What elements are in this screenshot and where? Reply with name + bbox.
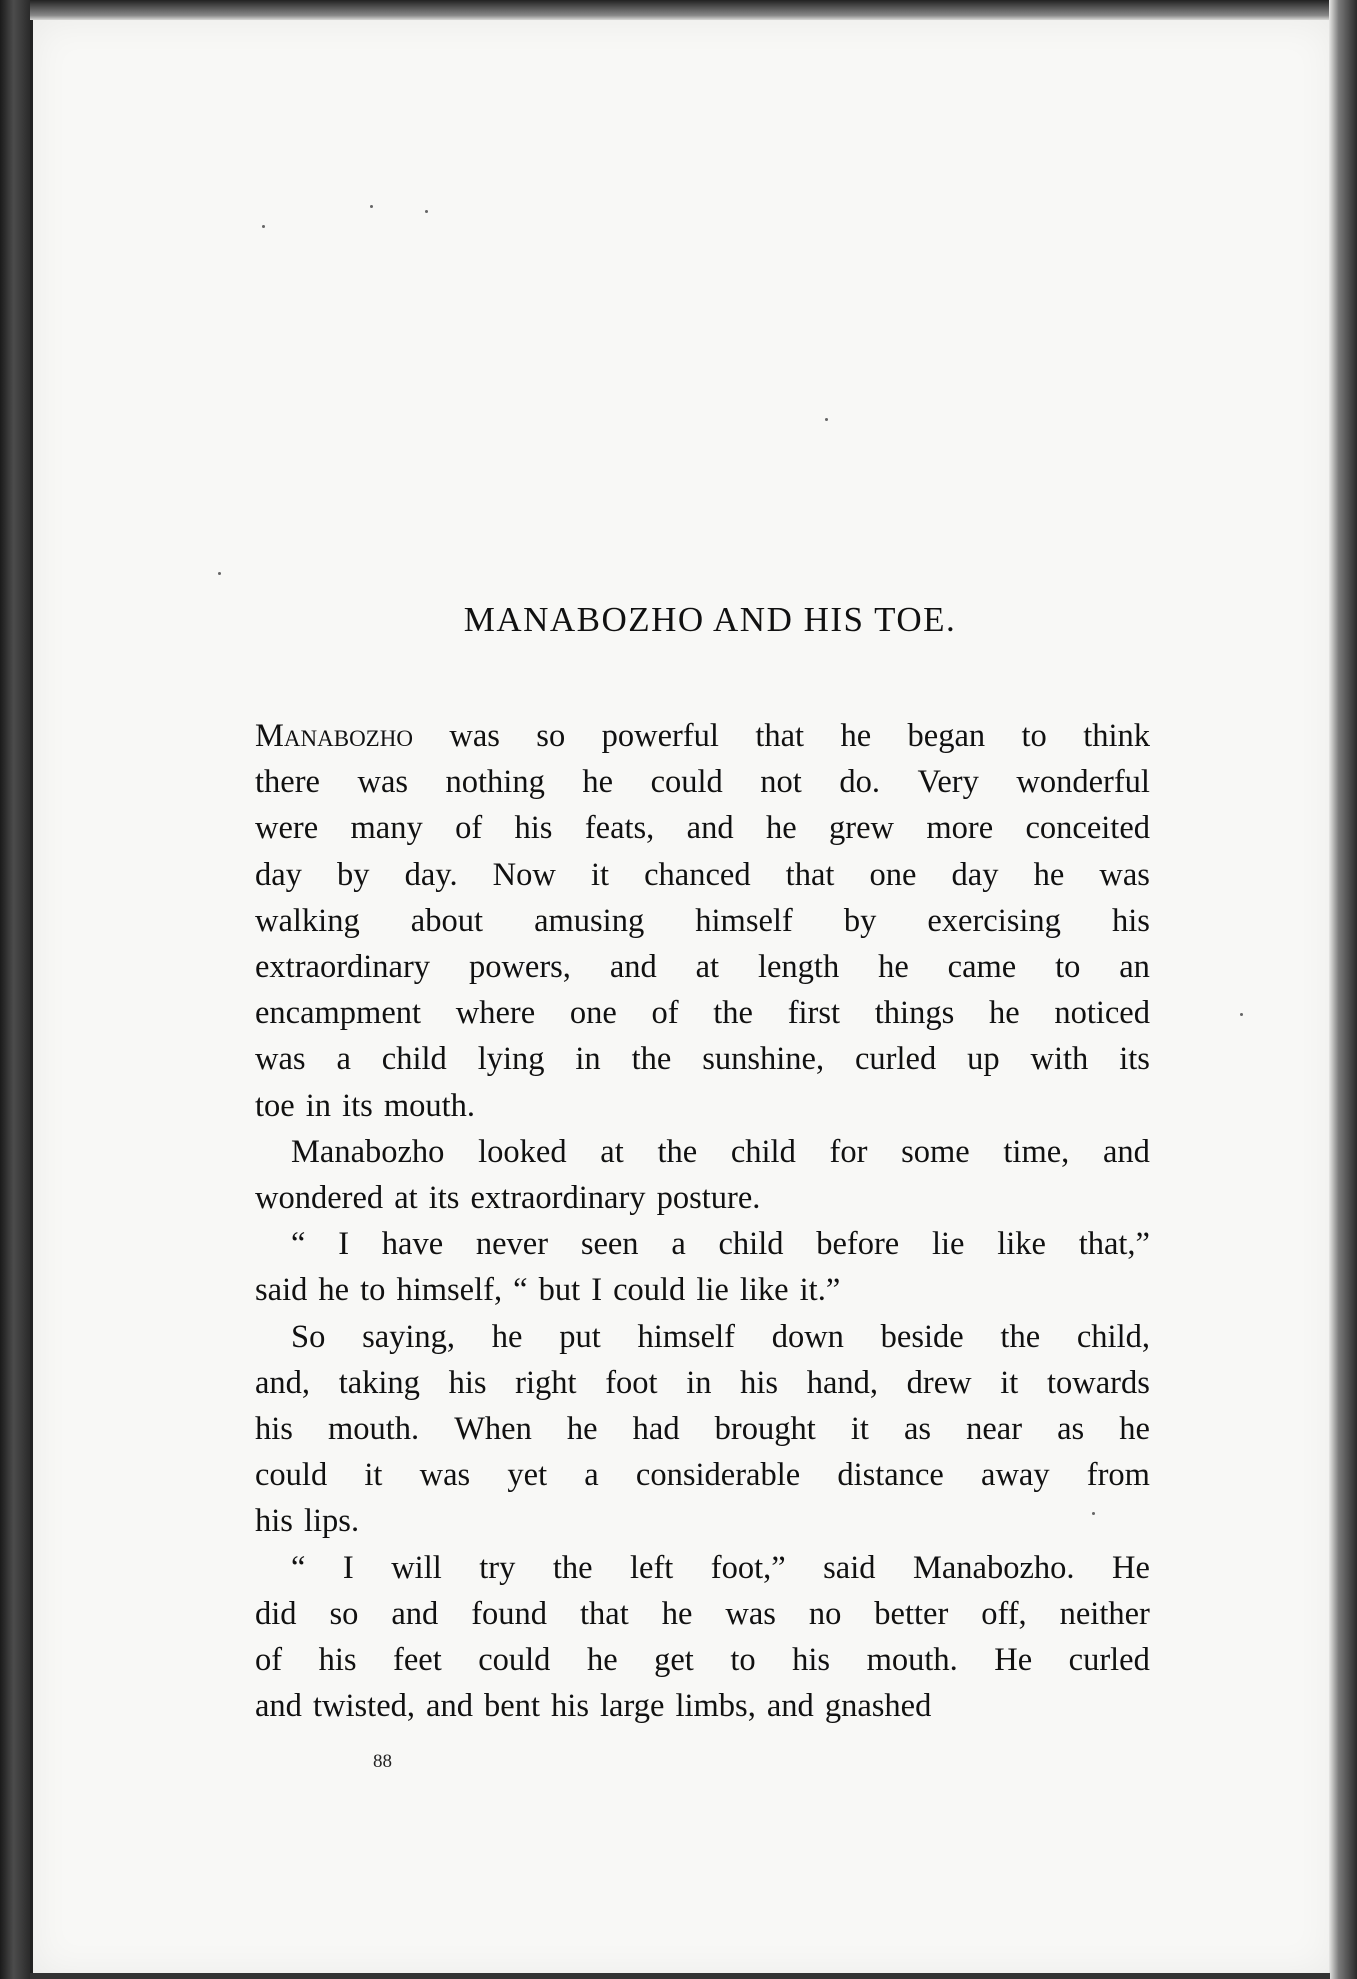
text-line: encampment where one of the first things he noticed	[255, 995, 1150, 1032]
text-line: his lips.	[255, 1503, 360, 1540]
text-line: day by day. Now it chanced that one day he was	[255, 856, 1150, 893]
paragraph	[255, 713, 1150, 1129]
text-line: could it was yet a considerable distance away from	[255, 1457, 1150, 1494]
text-line: “ I have never seen a child before lie like that,”	[291, 1226, 1150, 1263]
page-right-edge	[1329, 0, 1357, 1979]
text-line: and, taking his right foot in his hand, drew it towards	[255, 1364, 1150, 1401]
text-line: did so and found that he was no better off, neither	[255, 1595, 1150, 1632]
text-line: “ I will try the left foot,” said Manabozho. He	[291, 1549, 1150, 1586]
paper-speck	[425, 210, 428, 213]
body-text	[255, 713, 1150, 1729]
page-top-edge	[30, 0, 1330, 22]
text-line: wondered at its extraordinary posture.	[255, 1180, 761, 1217]
text-line: Manabozho was so powerful that he began to think	[255, 718, 1150, 754]
text-line: Manabozho looked at the child for some time, and	[291, 1133, 1150, 1170]
text-line: toe in its mouth.	[255, 1087, 476, 1124]
text-line: was a child lying in the sunshine, curled up with its	[255, 1041, 1150, 1078]
paper-speck	[1240, 1013, 1243, 1016]
text-line: walking about amusing himself by exercising his	[255, 902, 1150, 939]
book-binding-shadow	[0, 0, 30, 1979]
page-bottom-edge	[30, 1973, 1330, 1979]
paragraph	[255, 1221, 1150, 1313]
text-line: there was nothing he could not do. Very wonderful	[255, 764, 1150, 801]
text-line: and twisted, and bent his large limbs, and gnashed	[255, 1688, 932, 1725]
text-line: extraordinary powers, and at length he came to an	[255, 949, 1150, 986]
text-line: of his feet could he get to his mouth. He curled	[255, 1642, 1150, 1679]
text-line: his mouth. When he had brought it as near as he	[255, 1411, 1150, 1448]
page-number: 88	[373, 1751, 392, 1772]
paragraph	[255, 1314, 1150, 1545]
text-line: said he to himself, “ but I could lie like it.”	[255, 1272, 841, 1309]
text-line: were many of his feats, and he grew more conceited	[255, 810, 1150, 847]
paragraph	[255, 1545, 1150, 1730]
paper-speck	[370, 205, 373, 208]
paragraph	[255, 1129, 1150, 1221]
chapter-title: MANABOZHO AND HIS TOE.	[463, 600, 957, 639]
paper-speck	[262, 225, 265, 228]
paper-speck	[218, 572, 221, 575]
paper-speck	[825, 418, 828, 421]
text-line: So saying, he put himself down beside the child,	[291, 1318, 1150, 1355]
